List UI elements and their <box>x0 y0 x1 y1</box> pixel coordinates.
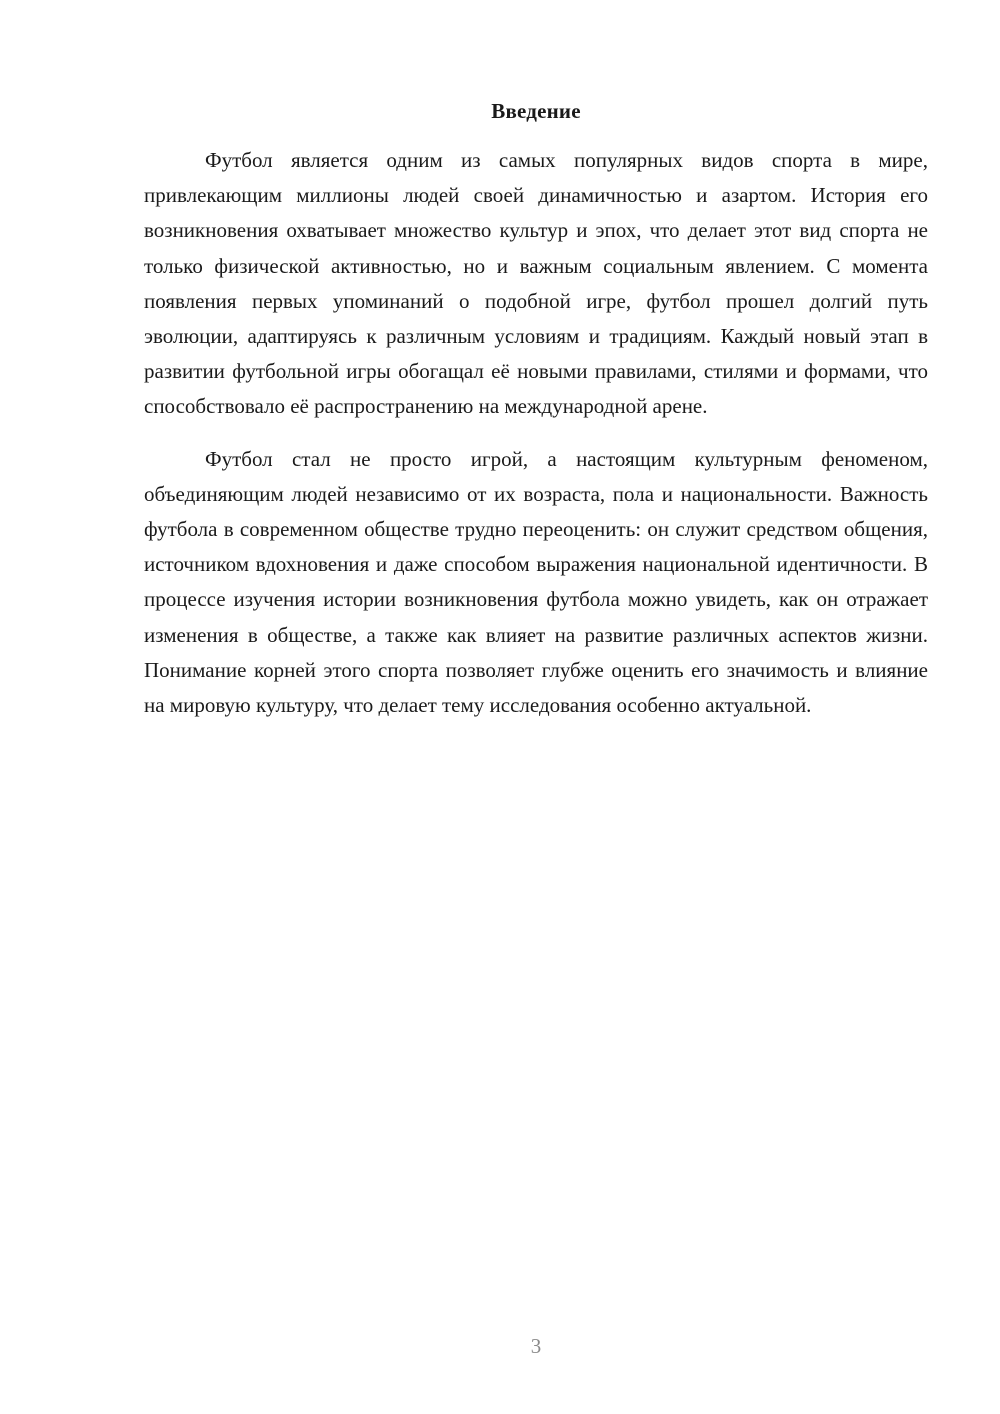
section-title: Введение <box>491 99 581 123</box>
page-content <box>144 96 928 723</box>
paragraph-culture: Футбол стал не просто игрой, а настоящим культурным феноменом, объединяющим людей независимо от их возраста, пола и национальности. Важность футбола в современном обществе трудно переоценить: он служит средством общения, источником вдохновения и даже способом выражения национальной идентичности. В процессе изучения истории возникновения футбола можно увидеть, как он отражает изменения в обществе, а также как влияет на развитие различных аспектов жизни. Понимание корней этого спорта позволяет глубже оценить его значимость и влияние на мировую культуру, что делает тему исследования особенно актуальной. <box>144 446 928 718</box>
paragraph-intro: Футбол является одним из самых популярных видов спорта в мире, привлекающим миллионы людей своей динамичностью и азартом. История его возникновения охватывает множество культур и эпох, что делает этот вид спорта не только физической активностью, но и важным социальным явлением. С момента появления первых упоминаний о подобной игре, футбол прошел долгий путь эволюции, адаптируясь к различным условиям и традициям. Каждый новый этап в развитии футбольной игры обогащал её новыми правилами, стилями и формами, что способствовало её распространению на международной арене. <box>144 148 928 419</box>
page-number: 3 <box>530 1334 542 1358</box>
